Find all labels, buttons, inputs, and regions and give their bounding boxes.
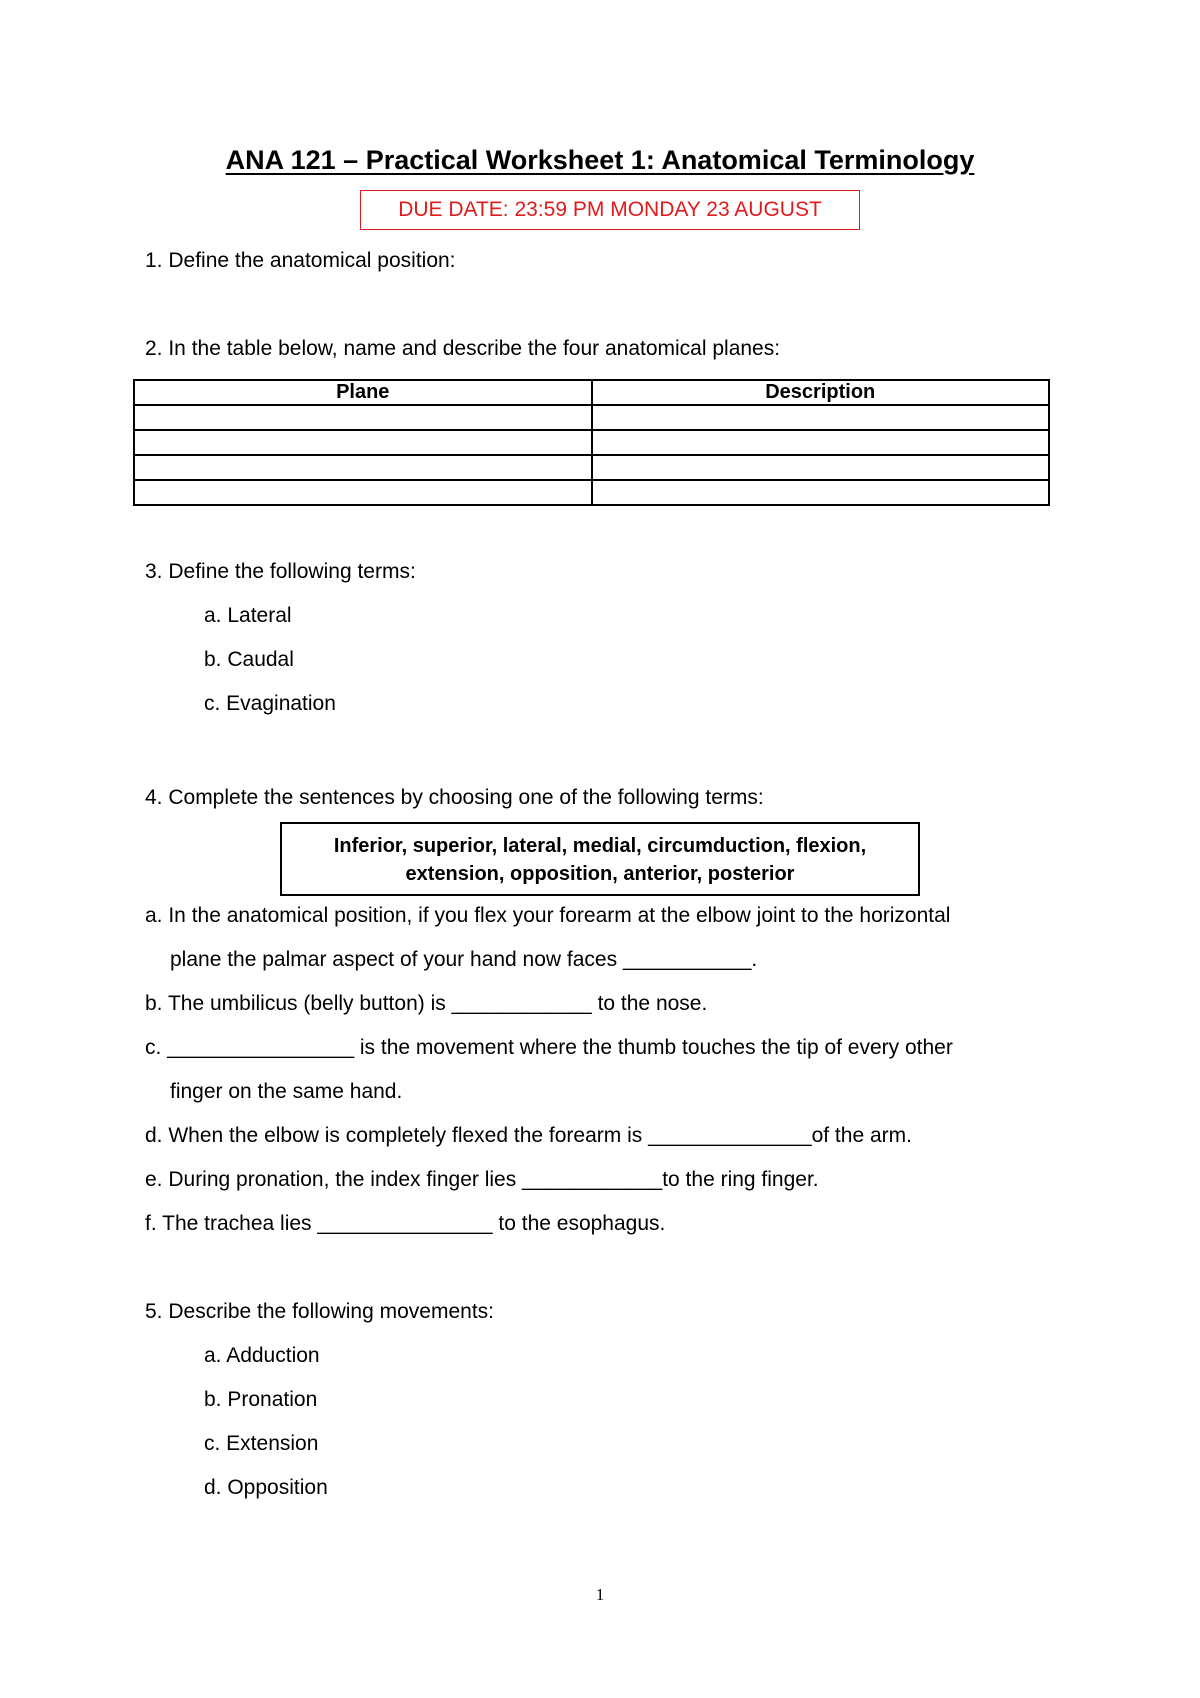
table-cell	[592, 405, 1050, 430]
term-bank-line: Inferior, superior, lateral, medial, circumduction, flexion,	[333, 835, 867, 857]
table-cell	[134, 405, 592, 430]
question-1: 1. Define the anatomical position:	[145, 249, 456, 272]
question-5-item: d. Opposition	[204, 1476, 328, 1499]
table-cell	[592, 430, 1050, 455]
table-row	[134, 455, 1049, 480]
table-cell	[134, 430, 592, 455]
table-cell	[134, 455, 592, 480]
term-bank-box	[280, 822, 920, 896]
question-3-item: b. Caudal	[204, 648, 294, 671]
question-3-item: a. Lateral	[204, 604, 292, 627]
column-header-description: Description	[592, 380, 1050, 405]
question-5-item: b. Pronation	[204, 1388, 318, 1411]
table-row	[134, 405, 1049, 430]
question-4-item: finger on the same hand.	[170, 1080, 403, 1103]
planes-table	[133, 379, 1050, 506]
table-row	[134, 480, 1049, 505]
question-4-item: a. In the anatomical position, if you flex your forearm at the elbow joint to the horizontal	[145, 904, 951, 927]
worksheet-title: ANA 121 – Practical Worksheet 1: Anatomical Terminology	[225, 145, 975, 175]
table-row	[134, 430, 1049, 455]
question-5-prompt: 5. Describe the following movements:	[145, 1300, 494, 1323]
question-2: 2. In the table below, name and describe the four anatomical planes:	[145, 337, 781, 360]
question-3-prompt: 3. Define the following terms:	[145, 560, 416, 583]
table-cell	[592, 480, 1050, 505]
table-cell	[592, 455, 1050, 480]
question-4-item: plane the palmar aspect of your hand now faces ___________.	[170, 948, 758, 971]
question-5-item: a. Adduction	[204, 1344, 320, 1367]
table-cell	[134, 480, 592, 505]
question-4-prompt: 4. Complete the sentences by choosing one of the following terms:	[145, 786, 764, 809]
question-4-item: e. During pronation, the index finger lies ____________to the ring finger.	[145, 1168, 819, 1191]
column-header-plane: Plane	[134, 380, 592, 405]
due-date-box: DUE DATE: 23:59 PM MONDAY 23 AUGUST	[360, 190, 860, 230]
question-4-item: d. When the elbow is completely flexed the forearm is ______________of the arm.	[145, 1124, 912, 1147]
question-4-item: b. The umbilicus (belly button) is ____________ to the nose.	[145, 992, 708, 1015]
question-4-item: c. ________________ is the movement where the thumb touches the tip of every other	[145, 1036, 953, 1059]
page-number: 1	[595, 1585, 605, 1604]
question-5-item: c. Extension	[204, 1432, 319, 1455]
table-header-row	[134, 380, 1049, 405]
question-3-item: c. Evagination	[204, 692, 336, 715]
term-bank-line: extension, opposition, anterior, posterior	[405, 863, 795, 885]
question-4-item: f. The trachea lies _______________ to the esophagus.	[145, 1212, 666, 1235]
